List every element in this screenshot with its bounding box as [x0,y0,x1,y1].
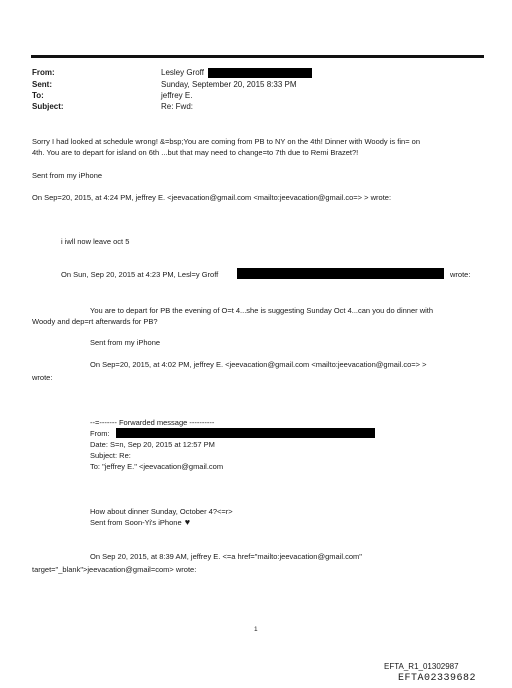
paragraph-line: You are to depart for PB the evening of O=t 4...she is suggesting Sunday Oct 4...can you do dinner with [90,306,434,315]
bates-number-1: EFTA_R1_01302987 [384,662,459,671]
forwarded-to: To: "jeffrey E." <jeevacation@gmail.com [90,462,224,471]
header-rule [31,55,484,58]
forwarded-subject: Subject: Re: [90,451,131,460]
heart-icon: ♥ [184,517,191,527]
forwarded-header: --=------- Forwarded message ---------- [90,418,215,427]
quote-header: target="_blank">jeevacation@gmail=com> wrote: [32,565,197,574]
quote-header-end: wrote: [32,373,53,382]
paragraph-line: 4th. You are to depart for island on 6th ...but that may need to change=to 7th due to Remi Brazet?! [32,148,359,157]
quote-header: On Sep=20, 2015, at 4:02 PM, jeffrey E. <jeevacation@gmail.com <mailto:jeevacation@gmail.co=> > [90,360,427,369]
quote-header-end: wrote: [450,270,471,279]
redaction-box [116,428,375,438]
redaction-box [237,268,444,279]
paragraph-line: Woody and dep=rt afterwards for PB? [32,317,158,326]
quote-header: On Sep 20, 2015, at 8:39 AM, jeffrey E. <=a href="mailto:jeevacation@gmail.com" [90,552,362,561]
message-line [90,518,190,527]
sent-label: Sent: [32,80,52,89]
to-label: To: [32,91,44,100]
to-value: jeffrey E. [161,91,193,100]
reply-line: i iwll now leave oct 5 [61,237,130,246]
sent-value: Sunday, September 20, 2015 8:33 PM [161,80,297,89]
from-label: From: [32,68,55,77]
forwarded-date: Date: S=n, Sep 20, 2015 at 12:57 PM [90,440,215,449]
bates-number-2: EFTA02339682 [398,673,477,684]
signature-line: Sent from my iPhone [90,338,161,347]
from-value: Lesley Groff [161,68,204,77]
redaction-box [208,68,312,78]
quote-header: On Sun, Sep 20, 2015 at 4:23 PM, Lesl=y Groff [61,270,219,279]
subject-value: Re: Fwd: [161,102,194,111]
message-line: How about dinner Sunday, October 4?<=r> [90,507,233,516]
quote-header: On Sep=20, 2015, at 4:24 PM, jeffrey E. <jeevacation@gmail.com <mailto:jeevacation@gmail.co=> > wrote: [32,193,392,202]
forwarded-from: From: [90,429,110,438]
signature-line: Sent from my iPhone [32,171,103,180]
subject-label: Subject: [32,102,64,111]
paragraph-line: Sorry I had looked at schedule wrong! &=bsp;You are coming from PB to NY on the 4th! Dinner with Woody is fin= on [32,137,420,146]
page-number: 1 [254,626,258,633]
signature-text: Sent from Soon-Yi's iPhone [90,518,182,527]
